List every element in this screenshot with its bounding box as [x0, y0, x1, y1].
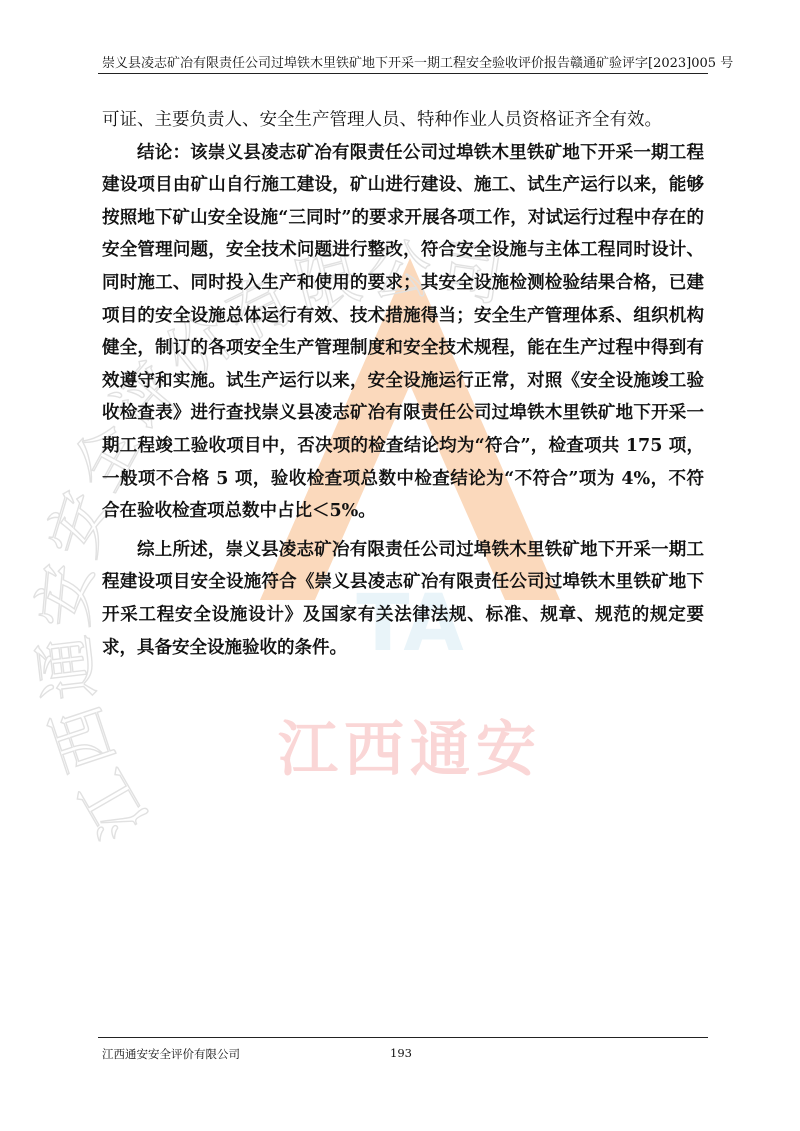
summary-text: 综上所述，崇义县凌志矿冶有限责任公司过埠铁木里铁矿地下开采一期工程建设项目安全设施符合《崇义县凌志矿冶有限责任公司过埠铁木里铁矿地下开采工程安全设施设计》及国家有关法律法规、标准、规章、规范的规定要求，具备安全设施验收的条件。 [102, 539, 704, 658]
footer-company: 江西通安安全评价有限公司 [102, 1047, 240, 1061]
footer-divider [98, 1037, 708, 1038]
ring-text-path: 江西通安安全评价有限公司 [27, 232, 513, 850]
body-content [102, 104, 704, 664]
header-doc-number: 赣通矿验评字[2023]005 号 [570, 56, 734, 71]
paragraph-summary [102, 534, 704, 664]
header-title: 崇义县凌志矿冶有限责任公司过埠铁木里铁矿地下开采一期工程安全验收评价报告 [102, 56, 571, 71]
header-divider [98, 73, 708, 74]
page-header [102, 52, 734, 71]
conclusion-text: 结论：该崇义县凌志矿冶有限责任公司过埠铁木里铁矿地下开采一期工程建设项目由矿山自行施工建设，矿山进行建设、施工、试生产运行以来，能够按照地下矿山安全设施“三同时”的要求开展各项工作，对试运行过程中存在的安全管理问题，安全技术问题进行整改，符合安全设施与主体工程同时设计、同时施工、同时投入生产和使用的要求；其安全设施检测检验结果合格，已建项目的安全设施总体运行有效、技术措施得当；安全生产管理体系、组织机构健全，制订的各项安全生产管理制度和安全技术规程，能在生产过程中得到有效遵守和实施。试生产运行以来，安全设施运行正常，对照《安全设施竣工验收检查表》进行查找崇义县凌志矿冶有限责任公司过埠铁木里铁矿地下开采一期工程竣工验收项目中，否决项的检查结论均为“符合”，检查项共 175 项，一般项不合格 5 项，验收检查项总数中检查结论为“不符合”项为 4%，不符合在验收检查项总数中占比＜5%。 [102, 142, 704, 522]
page-number: 193 [390, 1046, 412, 1060]
paragraph-conclusion [102, 137, 704, 528]
logo-letters-text: TA [356, 579, 464, 669]
paragraph-continued: 可证、主要负责人、安全生产管理人员、特种作业人员资格证齐全有效。 [102, 110, 662, 130]
brand-text: 江西通安 [278, 715, 542, 785]
